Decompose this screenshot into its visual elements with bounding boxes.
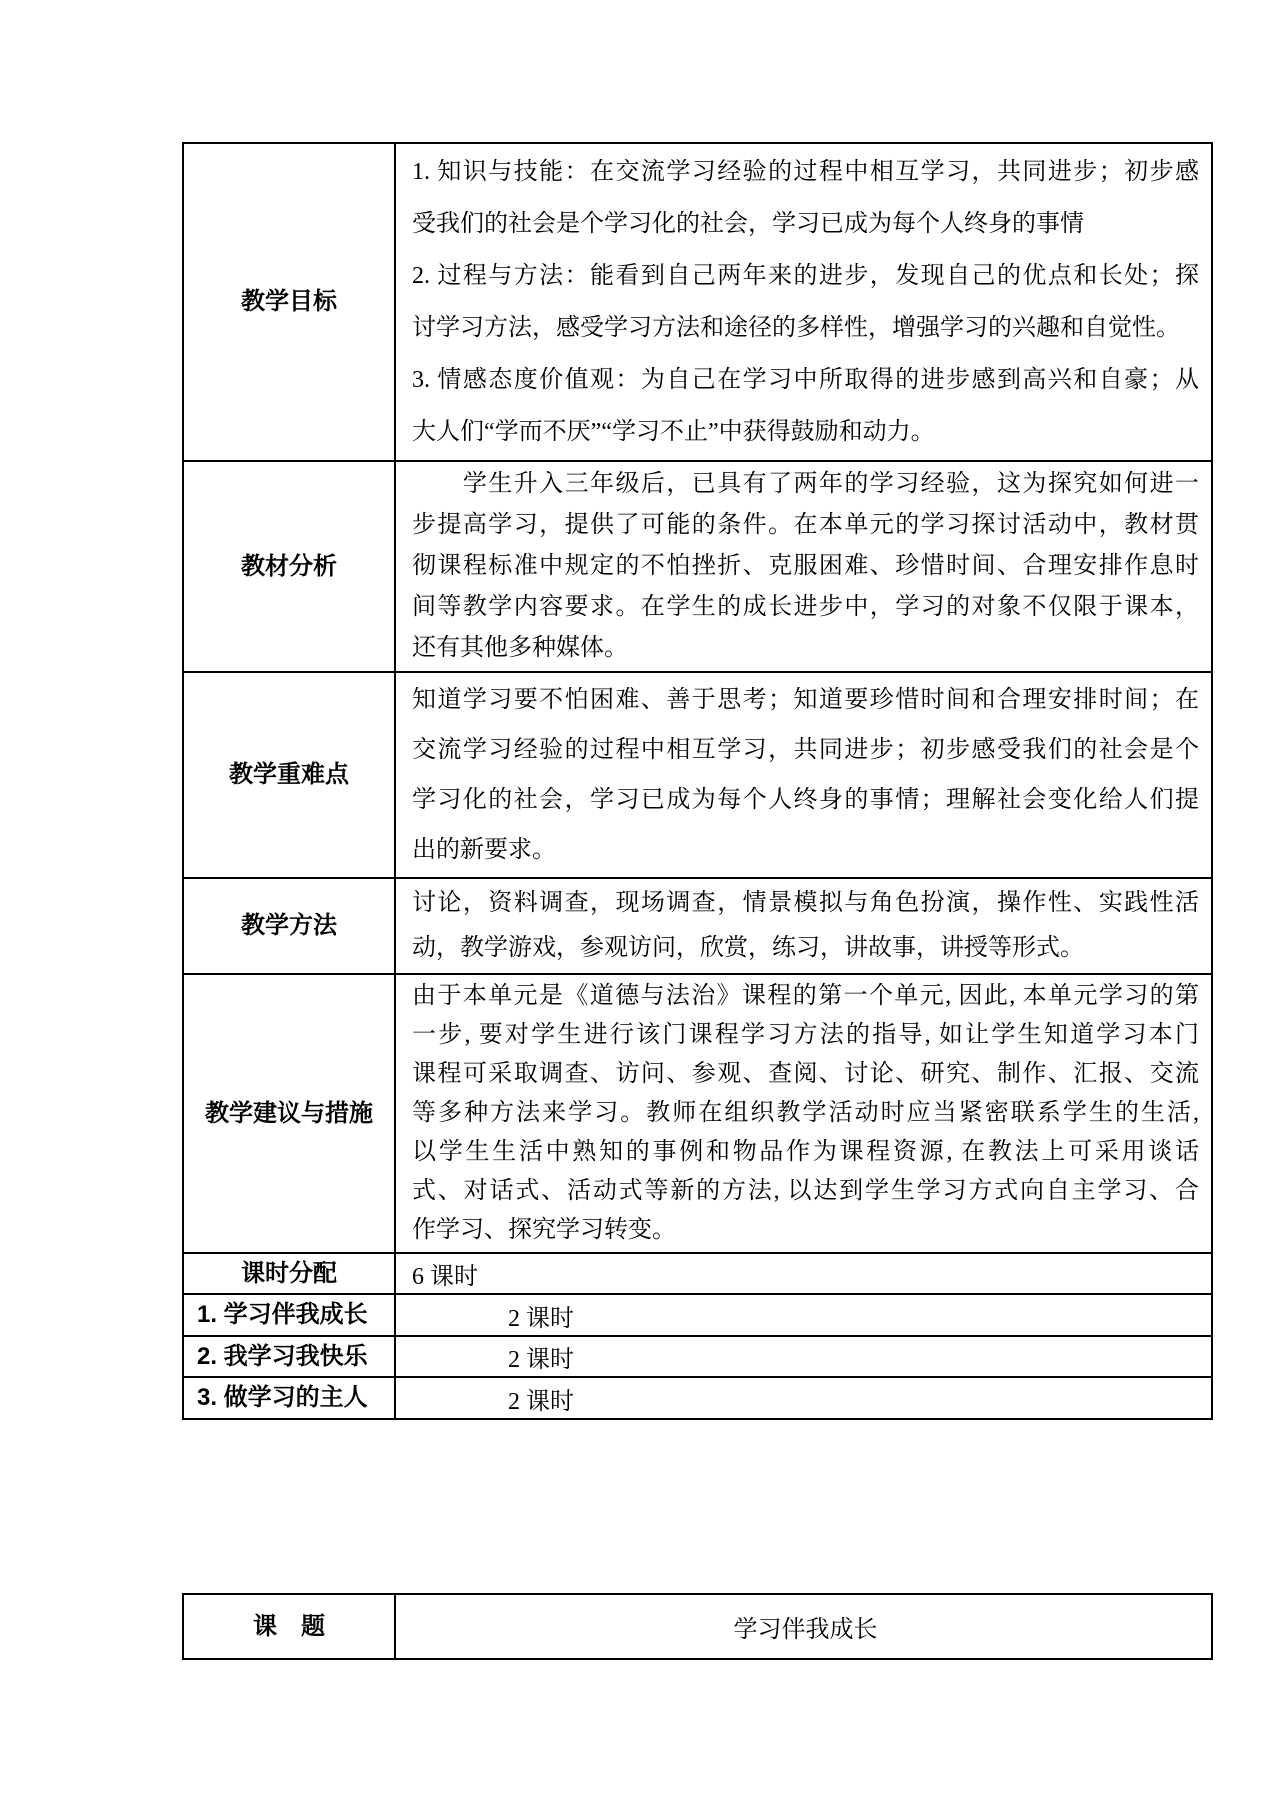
text-line: 出的新要求。 bbox=[412, 837, 556, 863]
text-line: 1. 知识与技能：在交流学习经验的过程中相互学习，共同进步；初步感 bbox=[412, 159, 1199, 185]
text-line: 大人们“学而不厌”“学习不止”中获得鼓励和动力。 bbox=[412, 419, 935, 445]
text-line: 以学生生活中熟知的事例和物品作为课程资源, 在教法上可采用谈话 bbox=[412, 1139, 1199, 1165]
row-content-methods bbox=[394, 879, 1211, 973]
table-row-key-points bbox=[184, 671, 1211, 877]
text-line: 学生升入三年级后，已具有了两年的学习经验，这为探究如何进一 bbox=[412, 471, 1199, 497]
row-label-suggestions: 教学建议与措施 bbox=[205, 1099, 373, 1127]
text-line: 动，教学游戏，参观访问，欣赏，练习，讲故事，讲授等形式。 bbox=[412, 935, 1084, 961]
topic-table bbox=[182, 1593, 1213, 1660]
text-line: 交流学习经验的过程中相互学习，共同进步；初步感受我们的社会是个 bbox=[412, 737, 1199, 763]
row-label-lesson-1: 1. 学习伴我成长 bbox=[197, 1301, 368, 1329]
row-content-key-points bbox=[394, 673, 1211, 877]
row-label-key-points: 教学重难点 bbox=[229, 761, 349, 789]
row-value-hours-total: 6 课时 bbox=[394, 1254, 1211, 1293]
row-label-objectives: 教学目标 bbox=[241, 288, 337, 316]
row-label-lesson-2: 2. 我学习我快乐 bbox=[197, 1342, 368, 1370]
text-line: 2. 过程与方法：能看到自己两年来的进步，发现自己的优点和长处；探 bbox=[412, 263, 1199, 289]
row-label-hours-total: 课时分配 bbox=[241, 1259, 337, 1287]
text-line: 讨论，资料调查，现场调查，情景模拟与角色扮演，操作性、实践性活 bbox=[412, 890, 1199, 916]
lesson-plan-table bbox=[182, 142, 1213, 1420]
text-line: 课程可采取调查、访问、参观、查阅、讨论、研究、制作、汇报、交流 bbox=[412, 1061, 1199, 1087]
table-row-hours-total bbox=[184, 1252, 1211, 1293]
row-label-methods: 教学方法 bbox=[241, 912, 337, 940]
row-label-material-analysis: 教材分析 bbox=[241, 552, 337, 580]
row-label-lesson-3: 3. 做学习的主人 bbox=[197, 1384, 368, 1412]
text-line: 彻课程标准中规定的不怕挫折、克服困难、珍惜时间、合理安排作息时 bbox=[412, 553, 1199, 579]
text-line: 受我们的社会是个学习化的社会，学习已成为每个人终身的事情 bbox=[412, 211, 1084, 237]
row-content-material-analysis bbox=[394, 462, 1211, 671]
text-line: 3. 情感态度价值观：为自己在学习中所取得的进步感到高兴和自豪；从 bbox=[412, 367, 1199, 393]
text-line: 学习化的社会，学习已成为每个人终身的事情；理解社会变化给人们提 bbox=[412, 787, 1199, 813]
text-line: 等多种方法来学习。教师在组织教学活动时应当紧密联系学生的生活, bbox=[412, 1100, 1199, 1126]
table-row-lesson-1 bbox=[184, 1293, 1211, 1335]
text-line: 式、对话式、活动式等新的方法, 以达到学生学习方式向自主学习、合 bbox=[412, 1178, 1199, 1204]
table-row-methods bbox=[184, 877, 1211, 973]
text-line: 由于本单元是《道德与法治》课程的第一个单元, 因此, 本单元学习的第 bbox=[412, 983, 1199, 1009]
row-content-objectives bbox=[394, 144, 1211, 460]
table-row-lesson-3 bbox=[184, 1376, 1211, 1418]
text-line: 还有其他多种媒体。 bbox=[412, 635, 628, 661]
text-line: 间等教学内容要求。在学生的成长进步中，学习的对象不仅限于课本， bbox=[412, 594, 1199, 620]
text-line: 讨学习方法，感受学习方法和途径的多样性，增强学习的兴趣和自觉性。 bbox=[412, 315, 1180, 341]
text-line: 作学习、探究学习转变。 bbox=[412, 1217, 676, 1243]
text-line: 知道学习要不怕困难、善于思考；知道要珍惜时间和合理安排时间；在 bbox=[412, 687, 1199, 713]
row-value-lesson-1: 2 课时 bbox=[394, 1295, 1211, 1335]
row-content-suggestions bbox=[394, 975, 1211, 1252]
row-label-topic: 课 题 bbox=[253, 1612, 325, 1640]
table-row-topic bbox=[184, 1595, 1211, 1658]
row-value-lesson-2: 2 课时 bbox=[394, 1337, 1211, 1376]
text-line: 一步, 要对学生进行该门课程学习方法的指导, 如让学生知道学习本门 bbox=[412, 1022, 1199, 1048]
table-row-lesson-2 bbox=[184, 1335, 1211, 1376]
text-line: 步提高学习，提供了可能的条件。在本单元的学习探讨活动中，教材贯 bbox=[412, 512, 1199, 538]
row-value-topic: 学习伴我成长 bbox=[394, 1595, 1211, 1658]
table-row-objectives bbox=[184, 144, 1211, 460]
table-row-suggestions bbox=[184, 973, 1211, 1252]
table-row-material-analysis bbox=[184, 460, 1211, 671]
row-value-lesson-3: 2 课时 bbox=[394, 1378, 1211, 1418]
